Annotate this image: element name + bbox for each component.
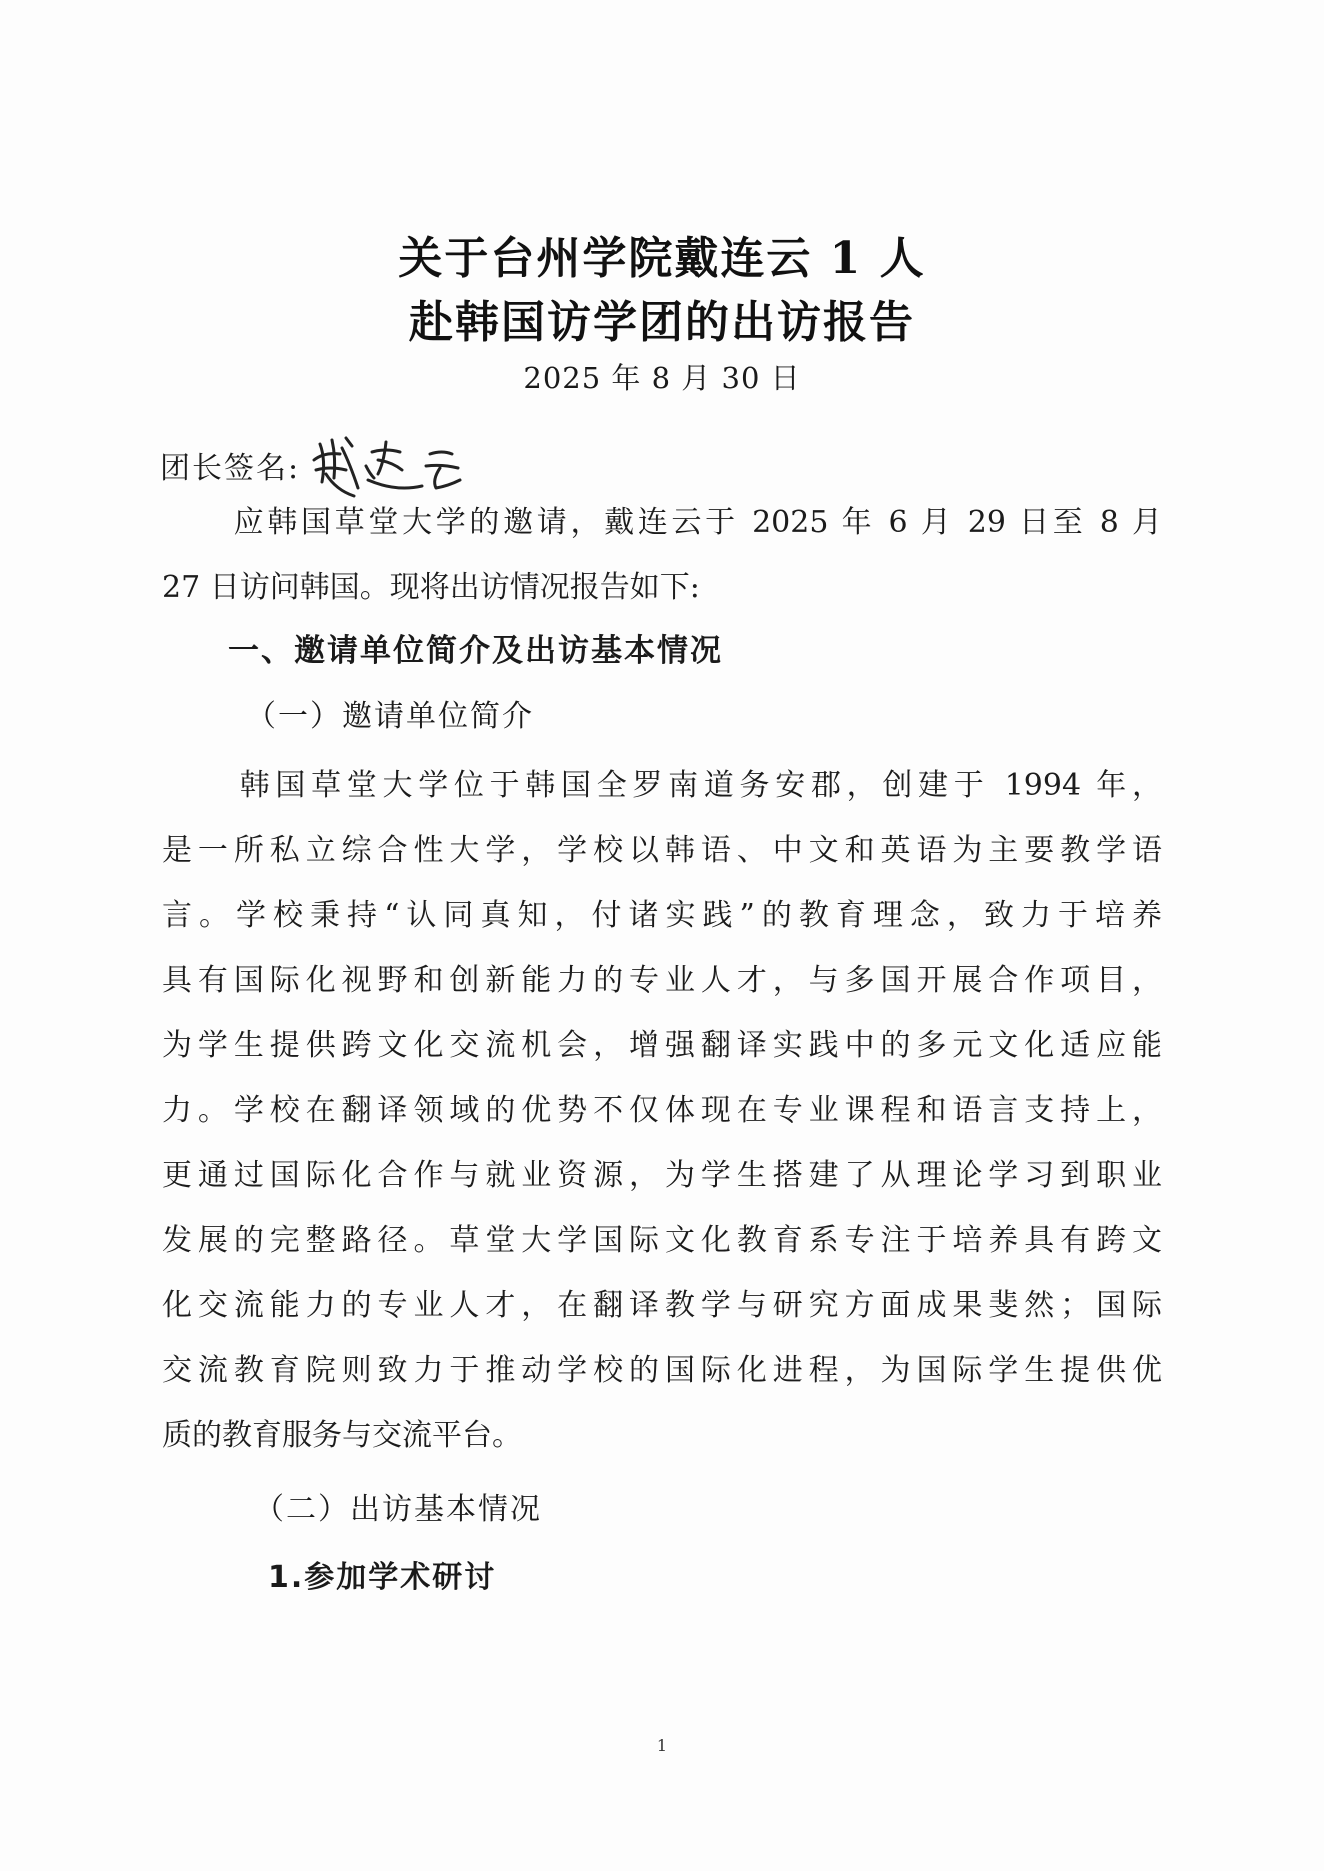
signature-label: 团长签名: [160,451,301,486]
paragraph-line: 化交流能力的专业人才，在翻译教学与研究方面成果斐然；国际 [162,1288,1162,1323]
intro-line-1: 应韩国草堂大学的邀请，戴连云于 2025 年 6 月 29 日至 8 月 [230,505,1162,540]
subsection-1-heading: （一）邀请单位简介 [246,699,534,734]
paragraph-line: 更通过国际化合作与就业资源，为学生搭建了从理论学习到职业 [162,1158,1162,1193]
paragraph-line: 为学生提供跨文化交流机会，增强翻译实践中的多元文化适应能 [162,1028,1162,1063]
document-title-line-1: 关于台州学院戴连云 1 人 [398,233,926,284]
paragraph-line: 质的教育服务与交流平台。 [162,1418,522,1453]
intro-line-2: 27 日访问韩国。现将出访情况报告如下: [162,570,700,605]
handwritten-signature [306,430,476,500]
page-number: 1 [656,1736,668,1755]
subsection-2-heading: （二）出访基本情况 [254,1492,542,1527]
document-title-line-2: 赴韩国访学团的出访报告 [409,297,915,348]
document-date: 2025 年 8 月 30 日 [523,361,801,395]
paragraph-line: 是一所私立综合性大学，学校以韩语、中文和英语为主要教学语 [162,833,1162,868]
item-1-heading: 1.参加学术研讨 [268,1560,497,1595]
paragraph-line: 发展的完整路径。草堂大学国际文化教育系专注于培养具有跨文 [162,1223,1162,1258]
paragraph-line: 交流教育院则致力于推动学校的国际化进程，为国际学生提供优 [162,1353,1162,1388]
section-1-heading: 一、邀请单位简介及出访基本情况 [228,633,723,669]
paragraph-line: 力。学校在翻译领域的优势不仅体现在专业课程和语言支持上， [162,1093,1162,1128]
paragraph-line: 言。学校秉持“认同真知，付诸实践”的教育理念，致力于培养 [162,898,1162,933]
paragraph-line: 具有国际化视野和创新能力的专业人才，与多国开展合作项目， [162,963,1162,998]
paragraph-line: 韩国草堂大学位于韩国全罗南道务安郡，创建于 1994 年， [234,768,1162,803]
signature-row [160,430,476,500]
